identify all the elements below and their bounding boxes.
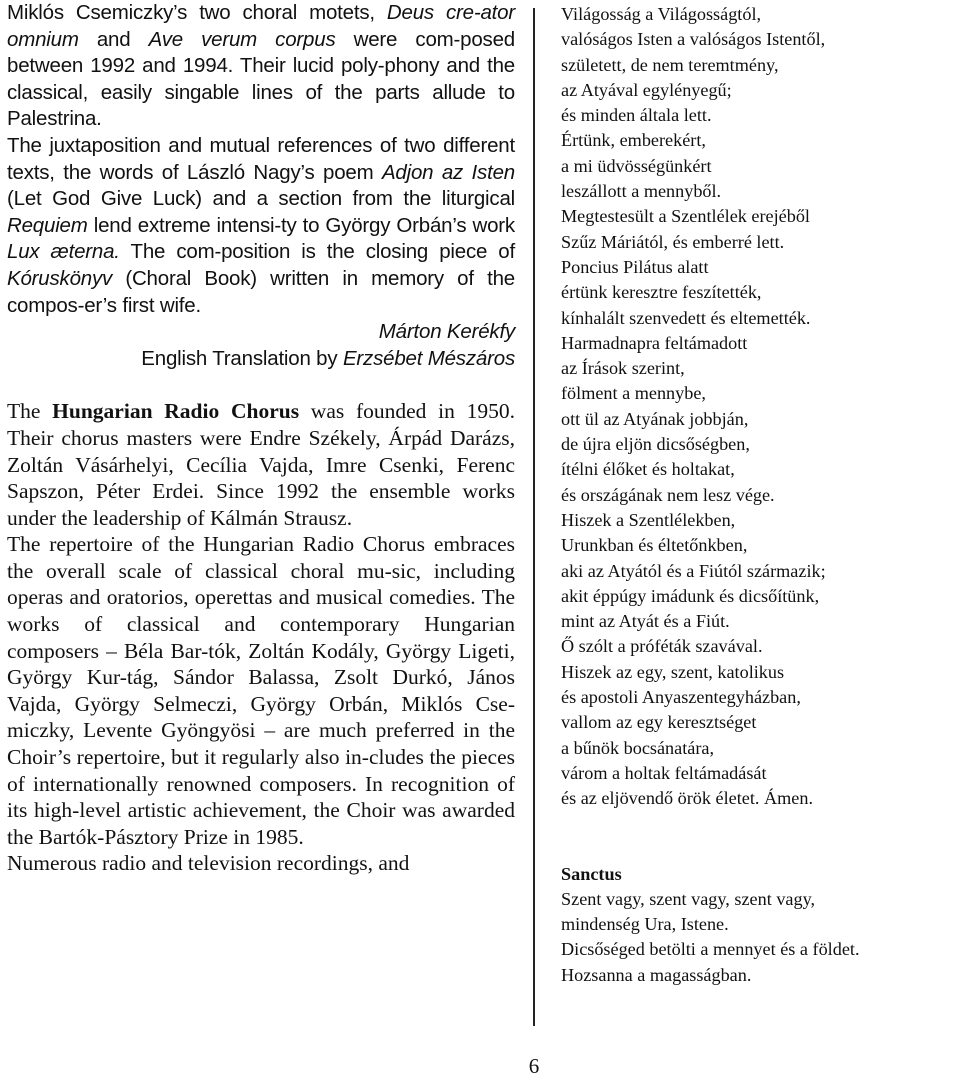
credo-line: értünk keresztre feszítették, — [561, 282, 762, 303]
work-title: Deus cre-ator omnium — [7, 1, 515, 51]
column-divider — [533, 8, 535, 1026]
left-column — [7, 0, 515, 877]
text-run: (Let God Give Luck) and a section from the liturgical — [7, 187, 515, 211]
credo-line: akit éppúgy imádunk és dicsőítünk, — [561, 585, 820, 606]
text-run: was founded in 1950. Their chorus masters were Endre Székely, Árpád Darázs, Zoltán Vásárhelyi, Cecília Vajda, Imre Csenki, Ferenc Sapszon, Péter Erdei. Since 1992 the ensemble works under the leadership of Kálmán Strausz. — [7, 399, 515, 530]
credo-line: a bűnök bocsánatára, — [561, 737, 715, 758]
text-run: (Choral Book) written in memory of the compos-er’s first wife. — [7, 266, 515, 317]
sanctus-line: mindenség Ura, Istene. — [561, 914, 729, 935]
credo-line: Ő szólt a próféták szavával. — [561, 636, 763, 657]
credo-line: és minden általa lett. — [561, 105, 712, 126]
chorus-name: Hungarian Radio Chorus — [52, 399, 300, 424]
credo-line: és országának nem lesz vége. — [561, 484, 775, 505]
credo-line: Hiszek a Szentlélekben, — [561, 509, 736, 530]
credo-line: várom a holtak feltámadását — [561, 762, 767, 783]
credo-line: és apostoli Anyaszentegyházban, — [561, 687, 801, 708]
paragraph-repertoire: The repertoire of the Hungarian Radio Chorus embraces the overall scale of classical choral mu-sic, including operas and oratorios, operettas and musical comedies. The works of classical and contemporary Hungarian composers – Béla Bar-tók, Zoltán Kodály, György Ligeti, György Kur-tág, Sándor Balassa, Zsolt Durkó, János Vajda, György Selmeczi, György Orbán, Miklós Cse-miczky, Levente Gyöngyösi – are much preferred in the Choir’s repertoire, but it regularly also in-cludes the pieces of internationally renowned composers. In recognition of its high-level artistic achievement, the Choir was awarded the Bartók-Pásztory Prize in 1985. — [7, 532, 515, 849]
credo-line: Poncius Pilátus alatt — [561, 256, 709, 277]
translation-credit — [7, 346, 515, 373]
work-title: Kóruskönyv — [7, 266, 113, 290]
credo-line: Értünk, emberekért, — [561, 130, 706, 151]
credo-line: Harmadnapra feltámadott — [561, 332, 748, 353]
work-title: Adjon az Isten — [381, 160, 515, 184]
work-title: Lux æterna. — [7, 240, 120, 264]
credo-line: ott ül az Atyának jobbján, — [561, 408, 749, 429]
paragraph-chorus-history — [7, 398, 515, 531]
page-number: 6 — [528, 1054, 540, 1078]
right-column — [561, 2, 956, 988]
credo-line: Hiszek az egy, szent, katolikus — [561, 661, 785, 682]
credo-line: ítélni élőket és holtakat, — [561, 459, 735, 480]
work-title: Ave verum corpus — [148, 27, 336, 51]
credo-line: valóságos Isten a valóságos Istentől, — [561, 29, 826, 50]
credo-line: aki az Atyától és a Fiútól származik; — [561, 560, 826, 581]
text-run: lend extreme intensi-ty to György Orbán’s work — [87, 213, 515, 237]
sanctus-line: Hozsanna a magasságban. — [561, 964, 752, 985]
sanctus-title — [561, 862, 956, 887]
credo-line: Urunkban és éltetőnkben, — [561, 535, 748, 556]
credo-line: Megtestesült a Szentlélek erejéből — [561, 206, 810, 227]
credo-line: de újra eljön dicsőségben, — [561, 434, 750, 455]
credo-line: Szűz Máriától, és emberré lett. — [561, 231, 785, 252]
credo-line: Világosság a Világosságtól, — [561, 4, 762, 24]
credo-line: az Írások szerint, — [561, 358, 685, 379]
credo-line: leszállott a mennyből. — [561, 181, 722, 202]
author-name: Márton Kerékfy — [378, 320, 515, 344]
sanctus-text — [561, 887, 956, 988]
sanctus-heading: Sanctus — [561, 863, 622, 884]
text-run: and — [78, 27, 149, 51]
credo-line: a mi üdvösségünkért — [561, 155, 712, 176]
paragraph-orban — [7, 133, 515, 319]
translator-name: Erzsébet Mészáros — [342, 346, 515, 370]
credo-text — [561, 2, 956, 812]
sanctus-line: Dicsőséged betölti a mennyet és a földet. — [561, 939, 860, 960]
credo-line: mint az Atyát és a Fiút. — [561, 611, 730, 632]
paragraph-recordings: Numerous radio and television recordings, and — [7, 851, 410, 876]
credo-line: kínhalált szenvedett és eltemették. — [561, 307, 811, 328]
credo-line: fölment a mennybe, — [561, 383, 706, 404]
credo-line: született, de nem teremtmény, — [561, 54, 779, 75]
text-run: The — [7, 399, 53, 424]
credo-line: vallom az egy keresztséget — [561, 712, 757, 733]
author-credit — [7, 319, 515, 346]
text-run: The com-position is the closing piece of — [119, 240, 515, 264]
sanctus-line: Szent vagy, szent vagy, szent vagy, — [561, 888, 816, 909]
credo-line: az Atyával egylényegű; — [561, 79, 732, 100]
work-title: Requiem — [7, 213, 88, 237]
text-run: English Translation by — [141, 346, 343, 370]
text-run: were com-posed between 1992 and 1994. Their lucid poly-phony and the classical, easily singable lines of the parts allude to Palestrina. — [7, 27, 515, 131]
text-run: Miklós Csemiczky’s two choral motets, — [7, 1, 387, 24]
text-run: The juxtaposition and mutual references of two different texts, the words of László Nagy’s poem — [7, 133, 515, 184]
paragraph-csemiczky — [7, 0, 515, 133]
credo-line: és az eljövendő örök életet. Ámen. — [561, 788, 814, 809]
